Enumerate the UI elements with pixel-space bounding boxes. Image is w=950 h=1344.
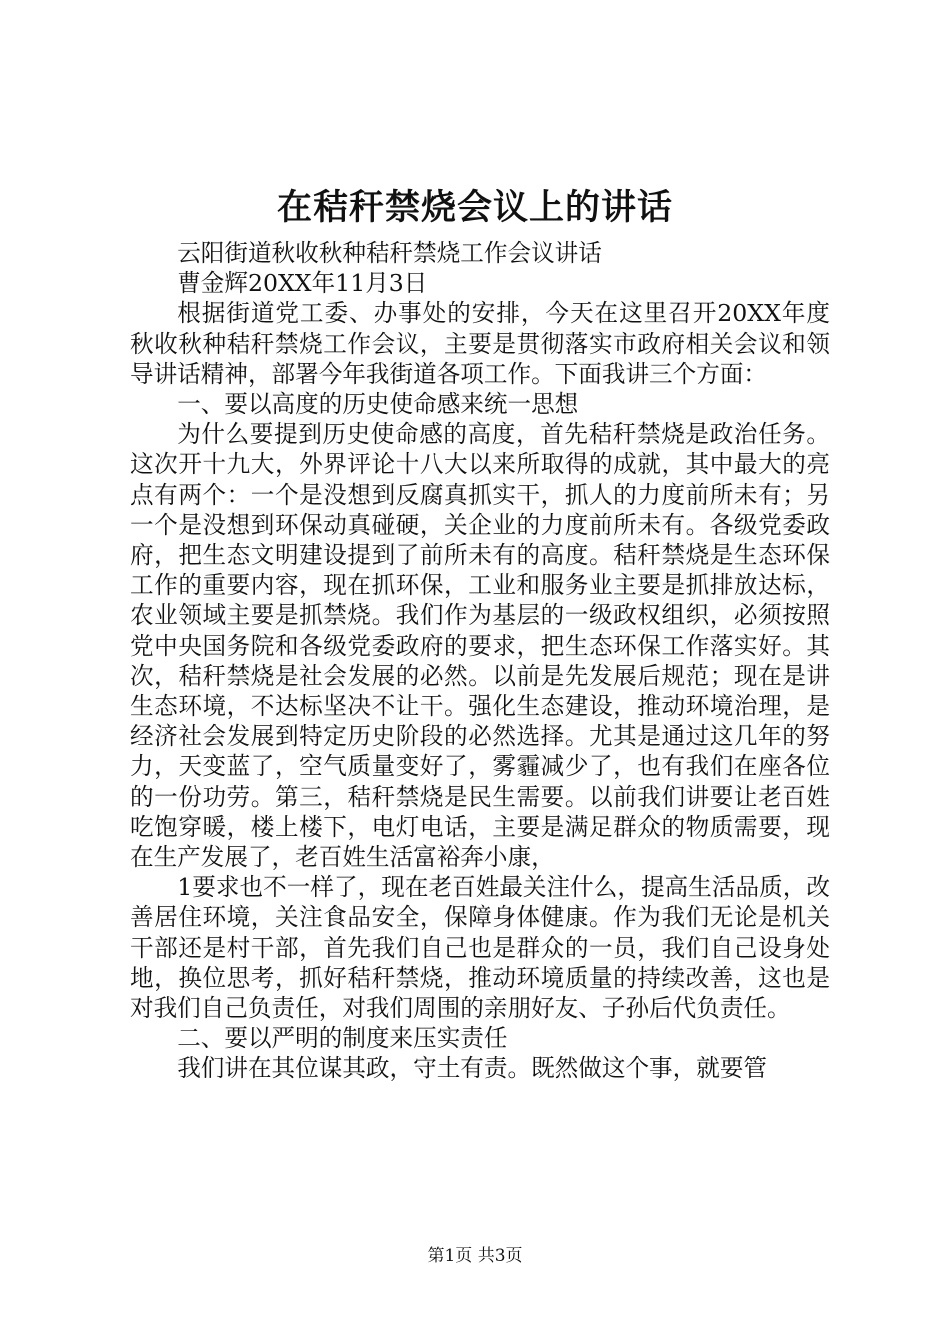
body-paragraph: 我们讲在其位谋其政，守土有责。既然做这个事，就要管 (177, 1054, 768, 1083)
body-paragraph: 为什么要提到历史使命感的高度，首先秸秆禁烧是政治任务。这次开十九大，外界评论十八大以来所取得的成就，其中最大的亮点有两个：一个是没想到反腐真抓实干，抓人的力度前所未有；另一个是没想到环保动真碰硬，关企业的力度前所未有。各级党委政府，把生态文明建设提到了前所未有的高度。秸秆禁烧是生态环保工作的重要内容，现在抓环保，工业和服务业主要是抓排放达标，农业领域主要是抓禁烧。我们作为基层的一级政权组织，必须按照党中央国务院和各级党委政府的要求，把生态环保工作落实好。其次，秸秆禁烧是社会发展的必然。以前是先发展后规范；现在是讲生态环境，不达标坚决不让干。强化生态建设，推动环境治理，是经济社会发展到特定历史阶段的必然选择。尤其是通过这几年的努力，天变蓝了，空气质量变好了，雾霾减少了，也有我们在座各位的一份功劳。第三，秸秆禁烧是民生需要。以前我们讲要让老百姓吃饱穿暖，楼上楼下，电灯电话，主要是满足群众的物质需要，现在生产发展了，老百姓生活富裕奔小康， (130, 420, 830, 872)
body-paragraph: 1要求也不一样了，现在老百姓最关注什么，提高生活品质，改善居住环境，关注食品安全，保障身体健康。作为我们无论是机关干部还是村干部，首先我们自己也是群众的一员，我们自己设身处地，换位思考，抓好秸秆禁烧，推动环境质量的持续改善，这也是对我们自己负责任，对我们周围的亲朋好友、子孙后代负责任。 (130, 873, 830, 1023)
subtitle-paragraph: 云阳街道秋收秋种秸秆禁烧工作会议讲话 (177, 239, 602, 267)
intro-paragraph: 根据街道党工委、办事处的安排，今天在这里召开20XX年度秋收秋种秸秆禁烧工作会议，主要是贯彻落实市政府相关会议和领导讲话精神，部署今年我街道各项工作。下面我讲三个方面： (130, 299, 830, 388)
author-date-paragraph: 曹金辉20XX年11月3日 (177, 269, 428, 298)
document-body (130, 238, 830, 1084)
section-heading-1: 一、要以高度的历史使命感来统一思想 (177, 390, 579, 419)
document-title: 在秸秆禁烧会议上的讲话 (276, 188, 673, 228)
section-heading-2: 二、要以严明的制度来压实责任 (177, 1024, 508, 1053)
page-footer: 第1页 共3页 (427, 1246, 523, 1266)
